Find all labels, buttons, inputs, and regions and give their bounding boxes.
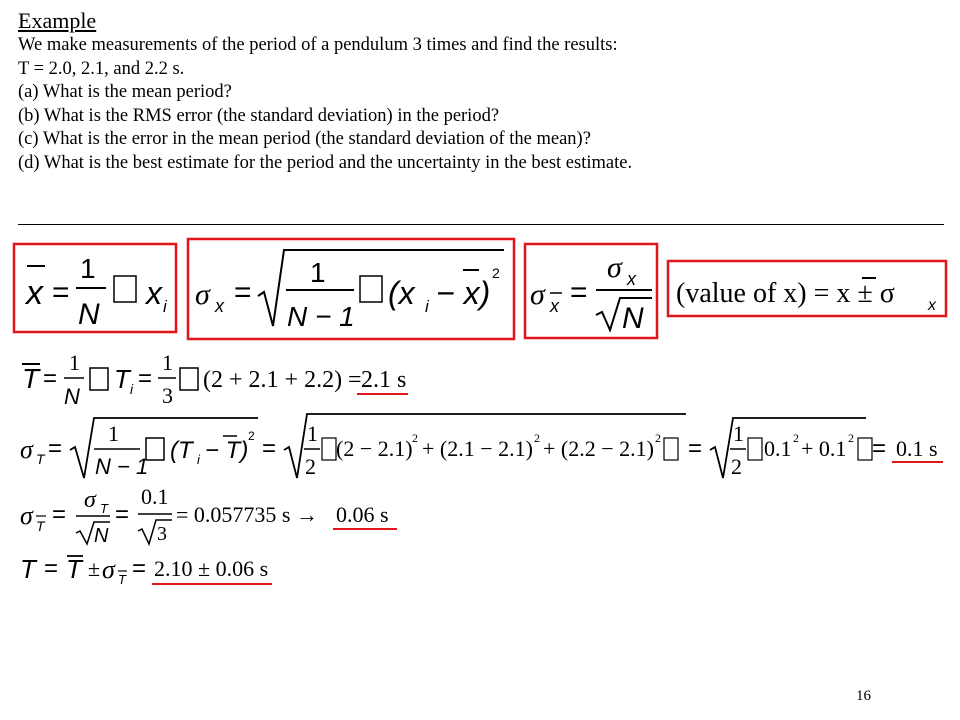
rms-equals: = bbox=[234, 276, 252, 309]
sol4-pm: ± bbox=[88, 556, 101, 581]
sol3-result: 0.06 s bbox=[336, 502, 389, 527]
problem-line-4: (b) What is the RMS error (the standard deviation) in the period? bbox=[18, 105, 500, 126]
sol4-sigma: σ bbox=[102, 555, 115, 584]
sol2-half-den: 2 bbox=[305, 454, 316, 479]
sol2-term-3-power: 2 bbox=[655, 431, 661, 445]
sol2-sum-box bbox=[146, 438, 164, 460]
sol2-bracket-box-4 bbox=[858, 438, 872, 460]
sol1-denominator: N bbox=[64, 384, 80, 409]
sol2-term-2-power: 2 bbox=[534, 431, 540, 445]
sdom-x-subscript: x bbox=[550, 296, 559, 316]
mean-formula-box bbox=[14, 244, 176, 332]
sol4-T-subscript: T bbox=[118, 572, 126, 587]
sol2-i-subscript: i bbox=[197, 452, 200, 467]
sol2-term-end: − T) bbox=[205, 437, 249, 464]
sol1-result: 2.1 s bbox=[361, 367, 407, 393]
sol2-equals-4: = bbox=[872, 435, 887, 462]
sol2-term-2: + (2.1 − 2.1) bbox=[422, 436, 533, 461]
sol4-result: 2.10 ± 0.06 s bbox=[154, 556, 269, 581]
problem-line-1: We make measurements of the period of a pendulum 3 times and find the results: bbox=[18, 35, 618, 55]
mean-equals: = bbox=[52, 276, 70, 309]
sol1-expression: (2 + 2.1 + 2.2) = bbox=[203, 367, 362, 393]
sdom-num-sigma: σ bbox=[607, 251, 622, 284]
sol3-num-sigma: σ bbox=[84, 487, 96, 513]
sol2-term-5: + 0.1 bbox=[801, 436, 847, 461]
sol1-i-subscript: i bbox=[130, 381, 134, 397]
sol3-equals: = bbox=[52, 501, 67, 528]
sdom-equals: = bbox=[570, 276, 588, 309]
problem-line-2: T = 2.0, 2.1, and 2.2 s. bbox=[18, 58, 185, 79]
sol1-sum-box-2 bbox=[180, 368, 198, 390]
sol4-T-mean: T bbox=[66, 554, 82, 584]
sol2-half-num: 1 bbox=[307, 421, 318, 446]
sol2-bracket-box-2 bbox=[664, 438, 678, 460]
sol1-numerator: 1 bbox=[69, 350, 80, 375]
sol2-T-subscript: T bbox=[36, 451, 45, 467]
mean-x-symbol: x bbox=[26, 274, 43, 312]
sol2-term-start: (T bbox=[170, 437, 193, 464]
rms-x-subscript: x bbox=[215, 296, 224, 316]
rms-numerator: 1 bbox=[310, 257, 326, 288]
sol2-sigma: σ bbox=[20, 435, 33, 464]
solution-mean bbox=[22, 350, 408, 409]
solution-sdom bbox=[20, 484, 397, 547]
sdom-sigma: σ bbox=[530, 278, 545, 311]
mean-T: T bbox=[22, 363, 40, 394]
sol2-half-num-2: 1 bbox=[733, 421, 744, 446]
rms-denominator: N − 1 bbox=[287, 301, 355, 332]
rms-formula-box bbox=[188, 239, 514, 339]
sol3-expression: = 0.057735 s → bbox=[176, 502, 318, 527]
sol2-power: 2 bbox=[248, 429, 255, 443]
problem-line-3: (a) What is the mean period? bbox=[18, 82, 232, 102]
sol1-denominator-2: 3 bbox=[162, 383, 173, 408]
sol3-den-value: 3 bbox=[157, 523, 167, 545]
sol3-sigma: σ bbox=[20, 501, 33, 530]
mean-i-subscript: i bbox=[163, 297, 167, 316]
mean-denominator: N bbox=[78, 298, 100, 331]
sol2-term-1-power: 2 bbox=[412, 431, 418, 445]
sol2-bracket-box-3 bbox=[748, 438, 762, 460]
sol2-equals: = bbox=[48, 435, 63, 462]
sol1-equals: = bbox=[43, 365, 58, 392]
sol2-equals-3: = bbox=[688, 435, 703, 462]
sol4-T: T bbox=[20, 554, 36, 584]
sol2-term-5-power: 2 bbox=[848, 431, 854, 445]
best-estimate-expression: (value of x) = x ± σ bbox=[676, 278, 895, 309]
sdom-num-x: x bbox=[627, 269, 636, 289]
sol4-equals: = bbox=[44, 555, 59, 582]
rms-term-end: − x) bbox=[436, 275, 491, 311]
sol2-term-4-power: 2 bbox=[793, 431, 799, 445]
rms-i-subscript: i bbox=[425, 297, 429, 316]
problem-line-6: (d) What is the best estimate for the period and the uncertainty in the best estimate. bbox=[18, 152, 633, 173]
sol4-equals-2: = bbox=[132, 555, 147, 582]
sol1-numerator-2: 1 bbox=[162, 350, 173, 375]
solution-rms bbox=[20, 414, 943, 479]
sol3-den-N: N bbox=[94, 525, 109, 547]
rms-power: 2 bbox=[492, 265, 500, 281]
sdom-formula-box bbox=[525, 244, 657, 338]
example-title: Example bbox=[18, 8, 97, 33]
sol1-equals-2: = bbox=[138, 365, 153, 392]
sol3-T-subscript: T bbox=[36, 518, 45, 534]
sol1-Ti: T bbox=[114, 364, 130, 394]
sol2-term-1: (2 − 2.1) bbox=[336, 436, 413, 461]
solution-best-estimate bbox=[20, 554, 272, 587]
sol2-term-4: 0.1 bbox=[764, 436, 792, 461]
sol3-num-value: 0.1 bbox=[141, 484, 169, 509]
sdom-denominator: N bbox=[622, 302, 644, 335]
rms-term-start: (x bbox=[388, 275, 415, 311]
sol2-half-den-2: 2 bbox=[731, 454, 742, 479]
rms-sum-box bbox=[360, 276, 382, 302]
sol2-term-3: + (2.2 − 2.1) bbox=[543, 436, 654, 461]
mean-numerator: 1 bbox=[80, 253, 96, 284]
problem-line-5: (c) What is the error in the mean period (the standard deviation of the mean)? bbox=[18, 129, 591, 149]
page-number: 16 bbox=[856, 688, 871, 704]
best-x-subscript: x bbox=[928, 297, 936, 314]
sum-symbol-box bbox=[114, 276, 136, 302]
mean-xi: x bbox=[146, 275, 162, 311]
sol3-equals-2: = bbox=[115, 501, 130, 528]
sol2-bracket-box bbox=[322, 438, 336, 460]
sol2-result: 0.1 s bbox=[896, 436, 938, 461]
best-estimate-box bbox=[668, 261, 946, 316]
sol2-equals-2: = bbox=[262, 435, 277, 462]
sol3-num-T: T bbox=[100, 501, 108, 516]
sol2-denominator: N − 1 bbox=[95, 454, 149, 479]
sol2-numerator: 1 bbox=[108, 421, 119, 446]
rms-sigma: σ bbox=[195, 278, 210, 311]
sol1-sum-box bbox=[90, 368, 108, 390]
